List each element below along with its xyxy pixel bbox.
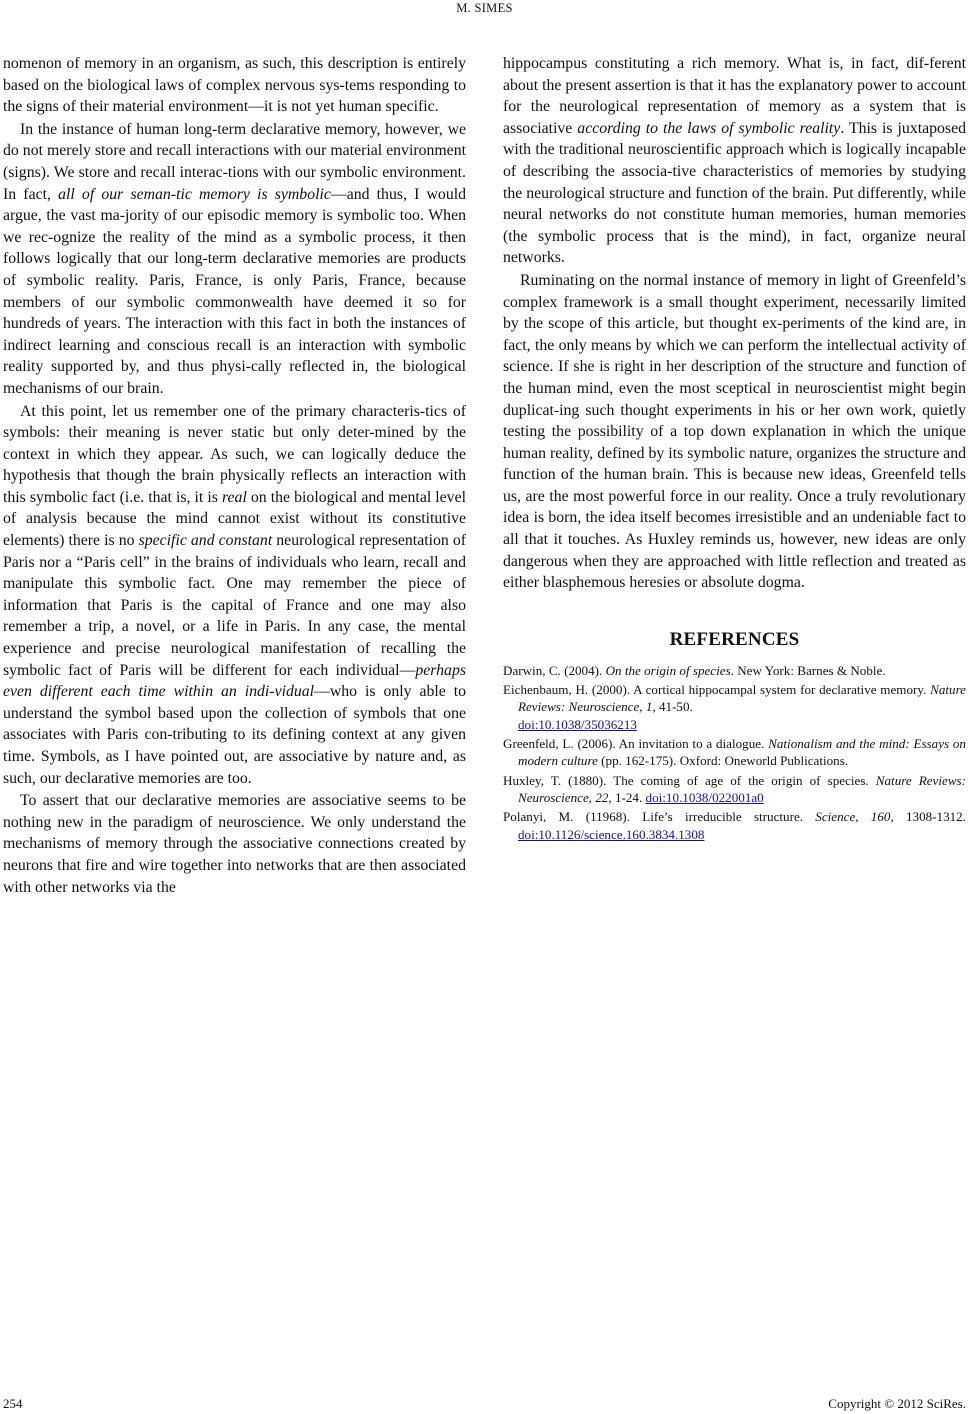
reference-item: Darwin, C. (2004). On the origin of species. New York: Barnes & Noble. xyxy=(503,662,886,678)
paragraph: In the instance of human long-term declarative memory, however, we do not merely store and recall interactions with our material environment (signs). We store and recall interac-tions with our symbolic environment. In fact, all of our seman-tic memory is symbolic—and thus, I would argue, the vast ma-jority of our episodic memory is symbolic too. When we rec-ognize the reality of the mind as a symbolic process, it then follows logically that our long-term declarative memories are products of symbolic reality. Paris, France, is only Paris, France, because members of our symbolic commonwealth have deemed it so for hundreds of years. The interaction with this fact in both the instances of indirect learning and conscious recall is an interaction with symbolic reality supported by, and thus physi-cally reflected in, the biological mechanisms of our brain. xyxy=(3,120,466,397)
page-number: 254 xyxy=(3,1396,23,1411)
paragraph: To assert that our declarative memories are associative seems to be nothing new in the paradigm of neuroscience. We only understand the mechanisms of memory through the associative connections created by neurons that fire and wire together into networks that are then associated with other networks via the xyxy=(3,792,466,896)
reference-item: Polanyi, M. (11968). Life’s irreducible structure. Science, 160, 1308-1312. doi:10.1126/science.160.3834.1308 xyxy=(503,809,966,842)
references-heading: REFERENCES xyxy=(669,628,800,650)
copyright-notice: Copyright © 2012 SciRes. xyxy=(828,1396,966,1411)
doi-link[interactable]: doi:10.1038/022001a0 xyxy=(645,789,764,805)
reference-item: Huxley, T. (1880). The coming of age of the origin of species. Nature Reviews: Neuroscience, 22, 1-24. doi:10.1038/022001a0 xyxy=(503,772,967,805)
left-column xyxy=(3,53,466,898)
paragraph: Ruminating on the normal instance of memory in light of Greenfeld’s complex framework is a small thought experiment, necessarily limited by the scope of this article, but thought ex-periments of the kind are, in fact, the only means by which we can perform the intellectual activity of science. If she is right in her description of the structure and function of the human mind, even the most sceptical in neuroscientist might begin duplicat-ing such thought experiments in his or her own work, quietly testing the possibility of a top down explanation in which the unique human reality, defined by its symbolic nature, organizes the structure and function of the human brain. This is because new ideas, Greenfeld tells us, are the most powerful force in our reality. Once a truly revolutionary idea is born, the idea itself becomes irresistible and an undeniable fact to all that it touches. As Huxley reminds us, however, new ideas are only dangerous when they are approached with little reflection and treated as either blasphemous heresies or absolute dogma. xyxy=(503,271,966,592)
doi-link[interactable]: doi:10.1038/35036213 xyxy=(518,716,637,732)
doi-link[interactable]: doi:10.1126/science.160.3834.1308 xyxy=(518,826,705,842)
running-head: M. SIMES xyxy=(456,1,513,15)
paragraph: hippocampus constituting a rich memory. What is, in fact, dif-ferent about the present assertion is that it has the explanatory power to account for the neurological representation of memory as a system that is associative according to the laws of symbolic reality. This is juxtaposed with the traditional neuroscientific approach which is logically incapable of describing the associa-tive characteristics of memories by studying the neurological structure and function of the brain. Put differently, while neural networks do not constitute human memories, human memories (the symbolic process that is the mind), in fact, organize neural networks. xyxy=(503,55,966,267)
reference-item: Greenfeld, L. (2006). An invitation to a dialogue. Nationalism and the mind: Essays on modern culture (pp. 162-175). Oxford: Oneworld Publications. xyxy=(503,736,966,769)
right-column xyxy=(503,53,966,845)
paragraph: At this point, let us remember one of the primary characteris-tics of symbols: their meaning is never static but only deter-mined by the context in which they appear. As such, we can logically deduce the hypothesis that though the brain physically reflects an interaction with this symbolic fact (i.e. that is, it is real on the biological and mental level of analysis because the mind cannot exist without its constitutive elements) there is no specific and constant neurological representation of Paris nor a “Paris cell” in the brains of individuals who learn, recall and manipulate this symbolic fact. One may remember the piece of information that Paris is the capital of France and one may also remember a trip, a novel, or a life in Paris. In any case, the mental experience and precise neurological manifestation of recalling the symbolic fact of Paris will be different for each individual—perhaps even different each time within an indi-vidual—who is only able to understand the symbol based upon the collection of symbols that one associates with Paris con-tributing to its defining context at any given time. Symbols, as I have pointed out, are associative by nature and, as such, our declarative memories are too. xyxy=(3,402,467,787)
paragraph: nomenon of memory in an organism, as such, this description is entirely based on the biological laws of complex nervous sys-tems responding to the signs of their material environment—it is not yet human specific. xyxy=(3,55,466,116)
reference-item: Eichenbaum, H. (2000). A cortical hippocampal system for declarative memory. Nature Reviews: Neuroscience, 1, 41-50. doi:10.1038/35036213 xyxy=(503,682,966,732)
